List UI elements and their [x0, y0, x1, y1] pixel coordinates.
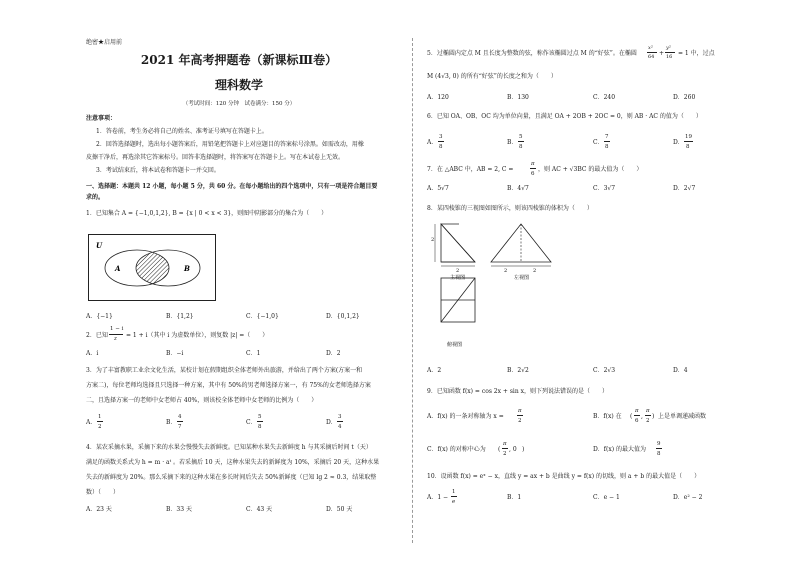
front-dim-label: 2: [431, 237, 435, 243]
left-column: [78, 0, 400, 561]
q3-option-d-num: 3: [338, 414, 342, 420]
q8-option-a: A．2: [427, 367, 442, 374]
q9-option-c-num: π: [503, 441, 507, 447]
q6-option-b-bar: [518, 141, 524, 142]
q10-option-a-bar: [451, 496, 457, 497]
q5-line1-a: 5．过椭圆内定点 M 且长度为整数的弦，称作该椭圆过点 M 的“好弦”。在椭圆: [427, 50, 637, 57]
set-b-label: B: [184, 264, 190, 273]
q6-option-d-bar: [684, 141, 693, 142]
q3-line: 方案二)，每位老师均选择且只选择一种方案，其中有 50%的男老师选择方案一，有 75%的女老师选择方案: [86, 382, 371, 389]
set-a-label: A: [115, 264, 121, 273]
q9-option-d-bar: [656, 448, 662, 449]
q8-option-c: C．2√3: [593, 367, 616, 374]
q2-prefix: 2．已知: [86, 332, 108, 339]
q10-option-c: C．e − 1: [593, 494, 620, 501]
q9-option-a-num: π: [518, 408, 522, 414]
q8-text: 8．某四棱锥的三视图如图所示，则该四棱锥的体积为（ ）: [427, 205, 593, 212]
q4-option-d: D．50 天: [326, 506, 353, 513]
q4-option-a: A．23 天: [86, 506, 112, 513]
q9-option-d-den: 8: [657, 451, 661, 457]
q9-option-b-n2: π: [646, 408, 650, 414]
q5-x-den: 64: [648, 54, 655, 60]
q4-line: 失去的新鲜度为 20%。那么采摘下来的这种水果在多长时间后失去 50%新鲜度（已知 lg 2 ≈ 0.3，结果取整: [86, 474, 377, 481]
q7-frac-den: 6: [531, 171, 535, 177]
q2-option-a: A．i: [86, 350, 99, 357]
q6-option-b-den: 8: [519, 144, 523, 150]
q2-frac-den: z: [114, 336, 117, 342]
front-view: [431, 224, 475, 281]
exam-subject: 理科数学: [214, 78, 263, 92]
q7-option-c: C．3√7: [593, 185, 616, 192]
q6-option-a-den: 8: [439, 144, 443, 150]
note-line: 3．考试结束后，将本试卷和答题卡一并交回。: [96, 167, 220, 174]
q6-option-c-den: 8: [605, 144, 609, 150]
q5-y-den: 16: [666, 54, 673, 60]
q1-option-b: B．{1,2}: [166, 313, 194, 320]
q9-option-d-pre: D．f(x) 的最大值为: [593, 446, 647, 453]
q6-option-c-label: C．: [593, 139, 604, 146]
q7-text-a: 7．在 △ABC 中，AB = 2, C =: [427, 166, 514, 173]
top-view: [441, 278, 475, 348]
q2-frac-num: 1 − i: [110, 326, 124, 332]
q6-option-b-label: B．: [507, 139, 518, 146]
q6-option-a-label: A．: [427, 139, 438, 146]
q7-option-d: D．2√7: [673, 185, 696, 192]
q5-line2: M (4√3, 0) 的所有“好弦”的长度之和为（ ）: [427, 73, 557, 80]
q2-suffix: = 1 + i（其中 i 为虚数单位），则复数 |z| =（ ）: [126, 332, 269, 339]
exam-title: 2021 年高考押题卷（新课标Ⅲ卷）: [140, 53, 338, 67]
q2-option-d: D．2: [326, 350, 341, 357]
q8-option-d: D．4: [673, 367, 688, 374]
q9-option-a-pre: A．f(x) 的一条对称轴为 x =: [427, 413, 504, 420]
q9-option-b-d2: 2: [646, 418, 650, 424]
note-line: 皮擦干净后，再选涂其它答案标号。回答非选择题时，将答案写在答题卡上。写在本试卷上无效。: [86, 154, 345, 161]
q6-option-b-num: 5: [519, 134, 523, 140]
q6-option-a-num: 3: [439, 134, 443, 140]
q9-option-c-post: , 0: [509, 446, 517, 453]
q7-frac-bar: [530, 168, 536, 169]
section-heading-cont: 求的。: [86, 194, 105, 201]
side-dim-left: 2: [504, 268, 508, 274]
q3-option-d-label: D．: [326, 419, 337, 426]
q10-option-b: B．1: [507, 494, 522, 501]
venn-diagram: [88, 234, 216, 301]
q4-line: 4．某农采摘水果，采摘下来的水果会慢慢失去新鲜度。已知某种水果失去新鲜度 h 与其采摘后时间 t（天）: [86, 444, 372, 451]
q5-y-num: y²: [666, 45, 671, 51]
q6-option-d-num: 19: [685, 134, 692, 140]
q7-text-b: ，则 AC + √3BC 的最大值为（ ）: [538, 166, 643, 173]
q1-text: 1．已知集合 A = {−1,0,1,2}, B = {x | 0 < x < 3}，则图中阴影部分的集合为（ ）: [86, 210, 328, 217]
q2-option-b: B．−i: [166, 350, 184, 357]
q9-option-a-bar: [517, 415, 523, 416]
side-view-label: 左视图: [514, 275, 530, 281]
q1-option-c: C．{−1,0}: [246, 313, 279, 320]
q3-option-d-den: 4: [338, 424, 342, 430]
q3-line: 3．为了丰富教职工业余文化生活，某校计划在假期组织全体老师外出旅游，并给出了两个方案(方案一和: [86, 367, 363, 374]
q10-option-a-num: 1: [452, 489, 456, 495]
q3-option-b-den: 7: [178, 424, 182, 430]
q3-option-a-bar: [97, 421, 103, 422]
q3-option-b-label: B．: [166, 419, 177, 426]
side-view: [491, 224, 551, 281]
q4-line: 数）（ ）: [86, 489, 120, 496]
q9-option-b-n1: π: [635, 408, 639, 414]
confidential-seal: 绝密★启用前: [86, 39, 123, 46]
q3-option-c-bar: [257, 421, 263, 422]
q7-option-b: B．4√7: [507, 185, 529, 192]
q3-option-a-label: A．: [86, 419, 97, 426]
q3-option-b-num: 4: [178, 414, 182, 420]
q8-option-b: B．2√2: [507, 367, 529, 374]
q9-option-b-post: 上是单调递减函数: [658, 413, 707, 420]
section-heading: 一、选择题：本题共 12 小题，每小题 5 分，共 60 分。在每小题给出的四个选项中，只有一项是符合题目要: [86, 183, 378, 190]
q10-option-d: D．e² − 2: [673, 494, 703, 501]
q1-option-a: A．{−1}: [86, 313, 113, 320]
universe-label: U: [96, 241, 103, 250]
column-divider: [412, 38, 413, 543]
q3-line: 二，且选择方案一的老师中女老师占 40%，则该校全体老师中女老师的比例为（ ）: [86, 397, 318, 404]
q9-option-b-bar1: [634, 415, 640, 416]
top-view-label: 俯视图: [447, 342, 463, 348]
q3-option-d-bar: [337, 421, 343, 422]
exam-meta: （考试时间：120 分钟 试卷满分：150 分）: [182, 101, 296, 107]
right-column: 5．过椭圆内定点 M 且长度为整数的弦，称作该椭圆过点 M 的“好弦”。在椭圆 x² 64 + y² 16 = 1 中，过点 M (4√3, 0) 的所有“好弦”的长度之和为（ ） A．120 B．130 C．240 D．260 6．已知 OA、OB、OC 均为单位向量，且满足 OA + 2OB + 2OC = 0，则 AB · AC 的值为（ ） A． 3 8 B． 5 8 C． 7 8 D． 19 8 7．在 △ABC 中，AB = 2, C = π 6 ，则 AC + √3BC 的最大值为（ ） A．5√7 B．4√7 C．3√7 D．2√7 8．某四棱锥的三视图如图所示，则该四棱锥的体积为（ ） 2 2 主视图 2 2 左视图 俯视图 A．2 B．2√2 C．2√3 D．4 9．已知函数 f(x) = cos 2x + sin x，则下列说法错误的是（ ） A．f(x) 的一条对称轴为 x = π 2 B．f(x) 在 ( π 6 , π 2 ) 上是单调递减函数 C．f(x) 的对称中心为 ( π 2 , 0 ) D．f(x) 的最大值为 9 8 10．设函数 f(x) = eˣ − x，直线 y = ax + b 是曲线 y = f(x) 的切线，则 a + b 的最大值是（ ） A．1 − 1 e B．1 C．e − 1 D．e² − 2: [427, 45, 715, 505]
q5-option-c: C．240: [593, 94, 616, 101]
note-line: 2．回答选择题时，选出每小题答案后，用铅笔把答题卡上对应题目的答案标号涂黑。如需改动，用橡: [96, 141, 364, 148]
q9-option-c-pre: C．f(x) 的对称中心为: [427, 446, 486, 453]
q9-option-b-bar2: [645, 415, 651, 416]
q3-option-c-label: C．: [246, 419, 257, 426]
q9-option-d-num: 9: [657, 441, 661, 447]
q10-option-a-den: e: [452, 499, 456, 505]
q4-line: 满足的函数关系式为 h = m · aᵗ 。若采摘后 10 天，这种水果失去的新鲜度为 10%，采摘后 20 天，这种水果: [86, 459, 380, 466]
q3-option-a-den: 2: [98, 424, 102, 430]
three-view-drawing: [429, 218, 569, 348]
q9-option-b-pre: B．f(x) 在: [593, 413, 622, 420]
q3-option-a-num: 1: [98, 414, 102, 420]
q5-option-a: A．120: [427, 94, 449, 101]
q4-option-c: C．43 天: [246, 506, 273, 513]
q9-option-c-bar: [502, 448, 508, 449]
q9-option-a-den: 2: [518, 418, 522, 424]
q9-text: 9．已知函数 f(x) = cos 2x + sin x，则下列说法错误的是（ ）: [427, 388, 609, 395]
q9-option-b-d1: 6: [635, 418, 639, 424]
q3-option-c-den: 8: [258, 424, 262, 430]
q2-option-c: C．1: [246, 350, 261, 357]
q5-x-num: x²: [648, 45, 653, 51]
q9-option-c-den: 2: [503, 451, 507, 457]
note-line: 1．答卷前，考生务必将自己的姓名、准考证号填写在答题卡上。: [96, 128, 268, 135]
q6-option-c-num: 7: [605, 134, 609, 140]
q6-option-a-bar: [438, 141, 444, 142]
front-dim-bottom: 2: [456, 268, 460, 274]
q3-option-c-num: 5: [258, 414, 262, 420]
q6-option-d-label: D．: [673, 139, 684, 146]
q7-option-a: A．5√7: [427, 185, 449, 192]
q6-text: 6．已知 OA、OB、OC 均为单位向量，且满足 OA + 2OB + 2OC = 0，则 AB · AC 的值为（ ）: [427, 113, 702, 120]
q6-option-c-bar: [604, 141, 610, 142]
q5-line1-b: = 1 中，过点: [678, 50, 715, 57]
q5-option-b: B．130: [507, 94, 529, 101]
notes-heading: 注意事项：: [86, 115, 117, 122]
side-dim-right: 2: [533, 268, 537, 274]
q1-option-d: D．{0,1,2}: [326, 313, 360, 320]
q6-option-d-den: 8: [686, 144, 690, 150]
q10-option-a-pre: A．1 −: [427, 494, 449, 501]
q10-text: 10．设函数 f(x) = eˣ − x，直线 y = ax + b 是曲线 y = f(x) 的切线，则 a + b 的最大值是（ ）: [427, 473, 701, 480]
q3-option-b-bar: [177, 421, 183, 422]
q5-option-d: D．260: [673, 94, 696, 101]
front-view-label: 主视图: [450, 275, 466, 281]
q4-option-b: B．33 天: [166, 506, 192, 513]
q7-frac-num: π: [531, 161, 535, 167]
